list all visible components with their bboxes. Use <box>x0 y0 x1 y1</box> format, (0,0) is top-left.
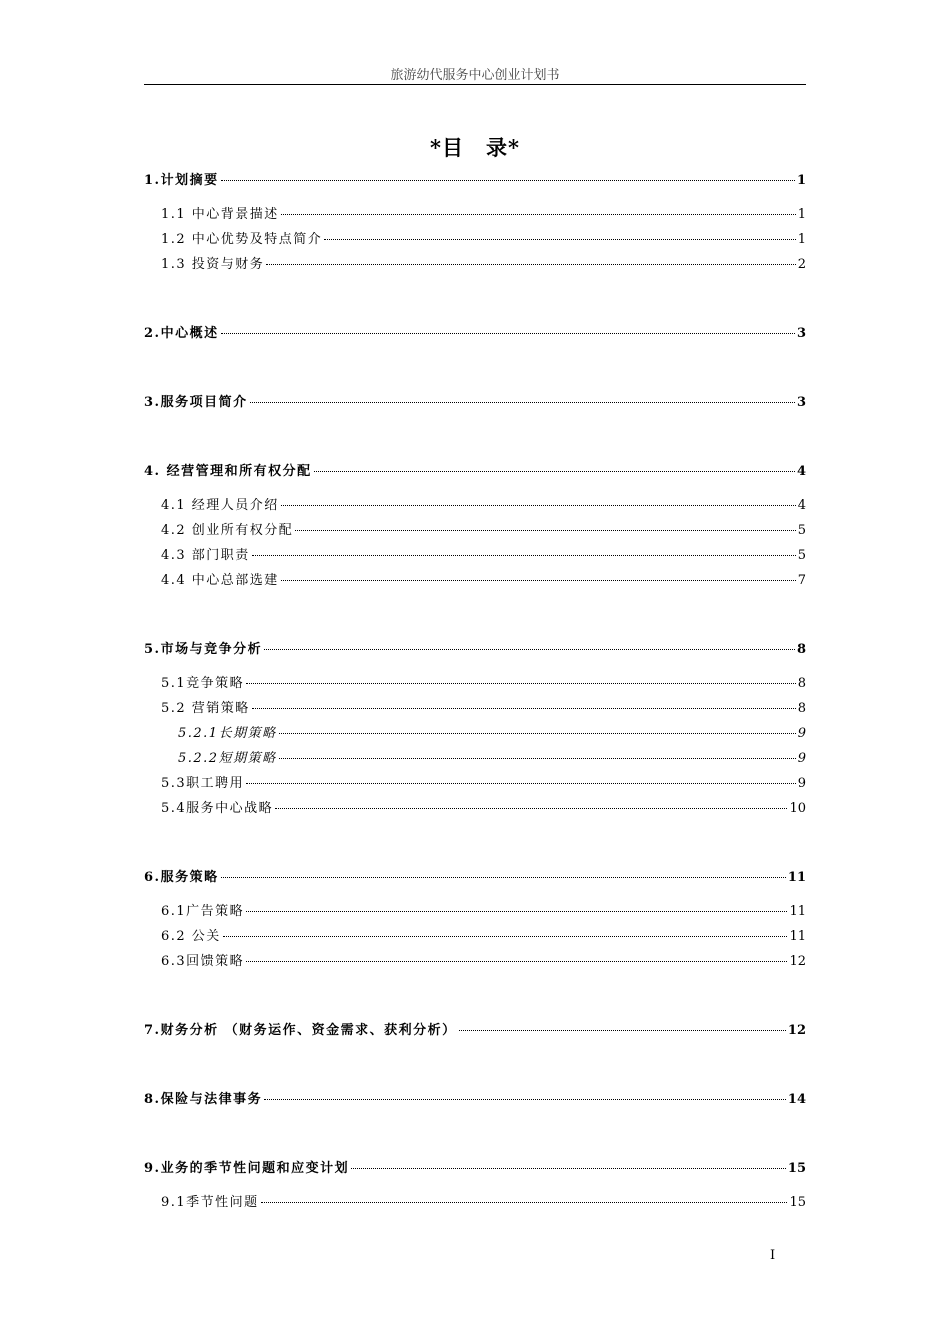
toc-entry-5-3[interactable]: 5.3职工聘用 9 <box>161 776 806 791</box>
toc-title: *目 录* <box>430 135 520 160</box>
toc-entry-4-3[interactable]: 4.3 部门职责 5 <box>161 548 806 563</box>
toc-entry-6-1[interactable]: 6.1广告策略 11 <box>161 904 806 919</box>
toc-entry-4-2[interactable]: 4.2 创业所有权分配 5 <box>161 523 806 538</box>
toc-entry-4-4[interactable]: 4.4 中心总部选建 7 <box>161 573 806 588</box>
toc-entry-4[interactable]: 4. 经营管理和所有权分配 4 <box>144 464 806 479</box>
toc-entry-5-1[interactable]: 5.1竞争策略 8 <box>161 676 806 691</box>
toc-entry-8[interactable]: 8.保险与法律事务 14 <box>144 1092 806 1107</box>
toc-entry-5-2[interactable]: 5.2 营销策略 8 <box>161 701 806 716</box>
toc-entry-3[interactable]: 3.服务项目简介 3 <box>144 395 806 410</box>
toc-entry-5[interactable]: 5.市场与竞争分析 8 <box>144 642 806 657</box>
toc-entry-6-3[interactable]: 6.3回馈策略 12 <box>161 954 806 969</box>
toc-entry-4-1[interactable]: 4.1 经理人员介绍 4 <box>161 498 806 513</box>
toc-entry-7[interactable]: 7.财务分析 （财务运作、资金需求、获利分析） 12 <box>144 1023 806 1038</box>
page-number: I <box>770 1248 776 1263</box>
toc-entry-5-2-2[interactable]: 5.2.2短期策略 9 <box>178 751 806 766</box>
toc-entry-6-2[interactable]: 6.2 公关 11 <box>161 929 806 944</box>
page-header <box>144 64 806 85</box>
header-title: 旅游幼代服务中心创业计划书 <box>390 68 560 83</box>
toc-entry-9-1[interactable]: 9.1季节性问题 15 <box>161 1195 806 1210</box>
toc-entry-2[interactable]: 2.中心概述 3 <box>144 326 806 341</box>
toc-entry-1-2[interactable]: 1.2 中心优势及特点简介 1 <box>161 232 806 247</box>
toc-entry-9[interactable]: 9.业务的季节性问题和应变计划 15 <box>144 1161 806 1176</box>
toc-entry-5-4[interactable]: 5.4服务中心战略 10 <box>161 801 806 816</box>
toc-entry-1[interactable]: 1.计划摘要 1 <box>144 173 806 188</box>
toc-entry-5-2-1[interactable]: 5.2.1长期策略 9 <box>178 726 806 741</box>
toc-entry-1-3[interactable]: 1.3 投资与财务 2 <box>161 257 806 272</box>
toc-entry-6[interactable]: 6.服务策略 11 <box>144 870 806 885</box>
toc-entry-1-1[interactable]: 1.1 中心背景描述 1 <box>161 207 806 222</box>
